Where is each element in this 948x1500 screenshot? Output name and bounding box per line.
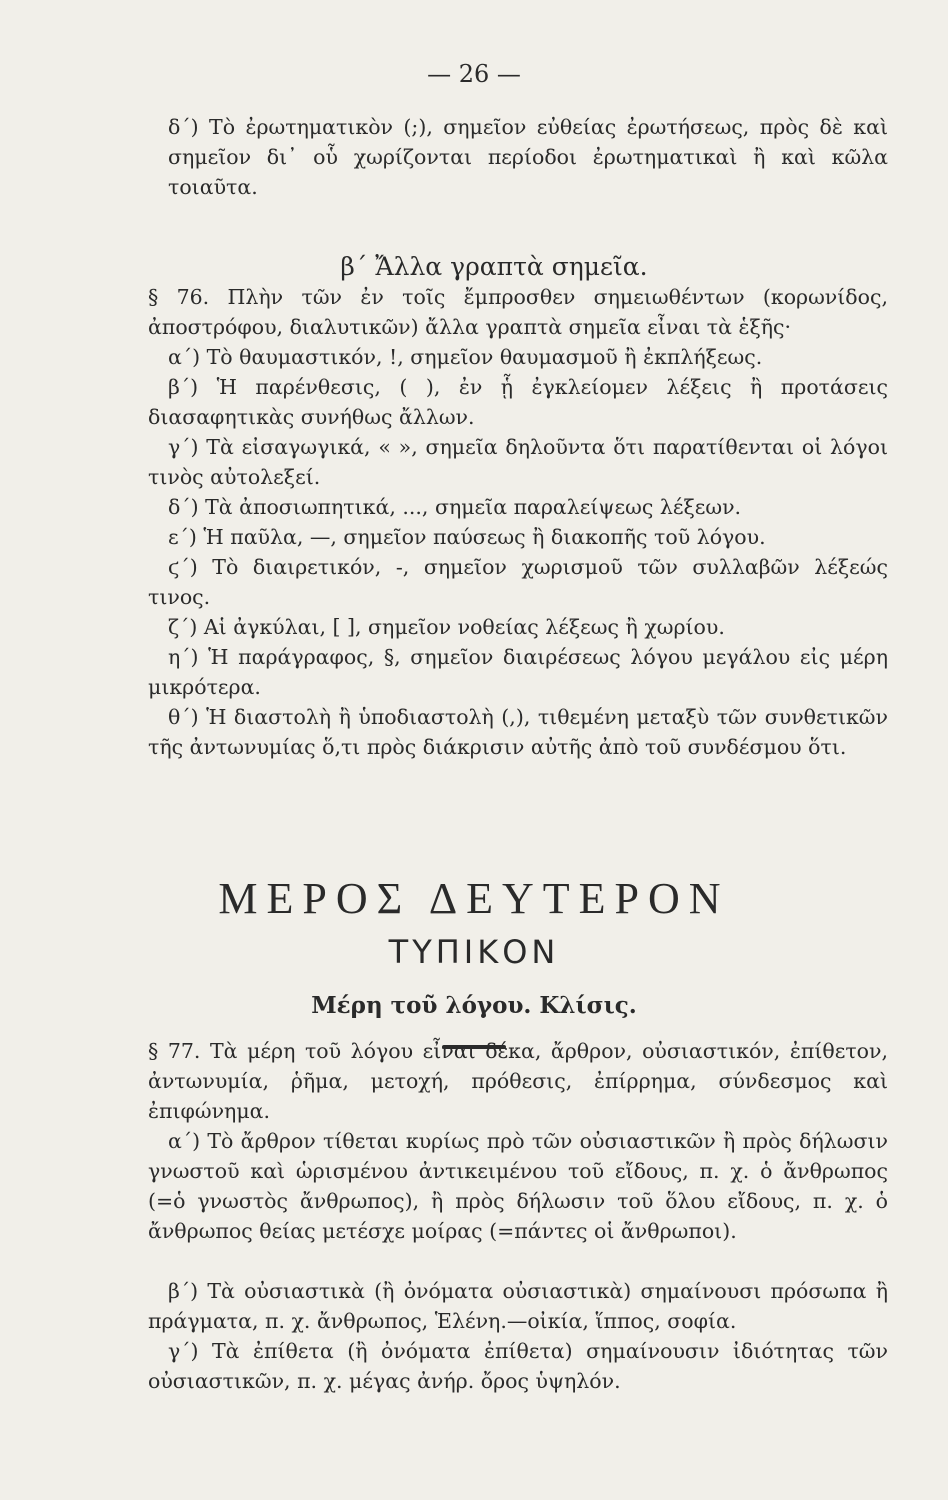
paragraph-exclamation: α΄) Τὸ θαυμαστικόν, !, σημεῖον θαυμασμοῦ ἢ ἐκπλήξεως. — [168, 345, 763, 369]
paragraph-76: § 76. Πλὴν τῶν ἐν τοῖς ἔμπροσθεν σημειωθέντων (κορωνίδος, ἀποστρόφου, διαλυτικῶν) ἄλλα γραπτὰ σημεῖα εἶναι τὰ ἑξῆς· — [148, 285, 888, 339]
section-title: Μέρη τοῦ λόγου. Κλίσις. — [311, 992, 637, 1019]
paragraph-nouns: β΄) Τὰ οὐσιαστικὰ (ἢ ὀνόματα οὐσιαστικὰ) σημαίνουσι πρόσωπα ἢ πράγματα, π. χ. ἄνθρωπος, Ἑλένη.—οἰκία, ἵππος, σοφία. — [148, 1279, 888, 1333]
paragraph-article: α΄) Τὸ ἄρθρον τίθεται κυρίως πρὸ τῶν οὐσιαστικῶν ἢ πρὸς δήλωσιν γνωστοῦ καὶ ὡρισμένου ἀντικειμένου τοῦ εἴδους, π. χ. ὁ ἄνθρωπος (=ὁ γνωστὸς ἄνθρωπος), ἢ πρὸς δήλωσιν τοῦ ὅλου εἴδους, π. χ. ὁ ἄνθρωπος θείας μετέσχε μοίρας (=πάντες οἱ ἄνθρωποι). — [148, 1129, 888, 1243]
paragraph-hyphen: ϛ΄) Τὸ διαιρετικόν, -, σημεῖον χωρισμοῦ τῶν συλλαβῶν λέξεώς τινος. — [148, 555, 888, 609]
paragraph-quotes: γ΄) Τὰ εἰσαγωγικά, « », σημεῖα δηλοῦντα ὅτι παρατίθενται οἱ λόγοι τινὸς αὐτολεξεί. — [148, 435, 888, 489]
paragraph-question-mark: δ΄) Τὸ ἐρωτηματικὸν (;), σημεῖον εὐθείας ἐρωτήσεως, πρὸς δὲ καὶ σημεῖον δι᾽ οὗ χωρίζονται περίοδοι ἐρωτηματικαὶ ἢ καὶ κῶλα τοιαῦτα. — [168, 115, 888, 199]
page-number: — 26 — — [427, 60, 521, 88]
paragraph-ellipsis: δ΄) Τὰ ἀποσιωπητικά, ..., σημεῖα παραλείψεως λέξεων. — [168, 495, 742, 519]
paragraph-77: § 77. Τὰ μέρη τοῦ λόγου εἶναι δέκα, ἄρθρον, οὐσιαστικόν, ἐπίθετον, ἀντωνυμία, ῥῆμα, μετοχή, πρόθεσις, ἐπίρρημα, σύνδεσμος καὶ ἐπιφώνημα. — [148, 1039, 888, 1123]
paragraph-brackets: ζ΄) Αἱ ἀγκύλαι, [ ], σημεῖον νοθείας λέξεως ἢ χωρίου. — [168, 615, 725, 639]
paragraph-parenthesis: β΄) Ἡ παρένθεσις, ( ), ἐν ᾗ ἐγκλείομεν λέξεις ἢ προτάσεις διασαφητικὰς συνήθως ἄλλων. — [148, 375, 888, 429]
part-title: ΜΕΡΟΣ ΔΕΥΤΕΡΟΝ — [218, 874, 730, 923]
subheading: β΄ Ἄλλα γραπτὰ σημεῖα. — [340, 252, 648, 281]
paragraph-dash: ε΄) Ἡ παῦλα, —, σημεῖον παύσεως ἢ διακοπῆς τοῦ λόγου. — [168, 525, 766, 549]
part-subtitle: ΤΥΠΙΚΟΝ — [388, 933, 560, 971]
paragraph-comma: θ΄) Ἡ διαστολὴ ἢ ὑποδιαστολὴ (,), τιθεμένη μεταξὺ τῶν συνθετικῶν τῆς ἀντωνυμίας ὅ,τι πρὸς διάκρισιν αὐτῆς ἀπὸ τοῦ συνδέσμου ὅτι. — [148, 705, 888, 759]
paragraph-section-sign: η΄) Ἡ παράγραφος, §, σημεῖον διαιρέσεως λόγου μεγάλου εἰς μέρη μικρότερα. — [148, 645, 888, 699]
paragraph-adjectives: γ΄) Τὰ ἐπίθετα (ἢ ὀνόματα ἐπίθετα) σημαίνουσιν ἰδιότητας τῶν οὐσιαστικῶν, π. χ. μέγας ἀνήρ. ὄρος ὑψηλόν. — [148, 1339, 888, 1393]
